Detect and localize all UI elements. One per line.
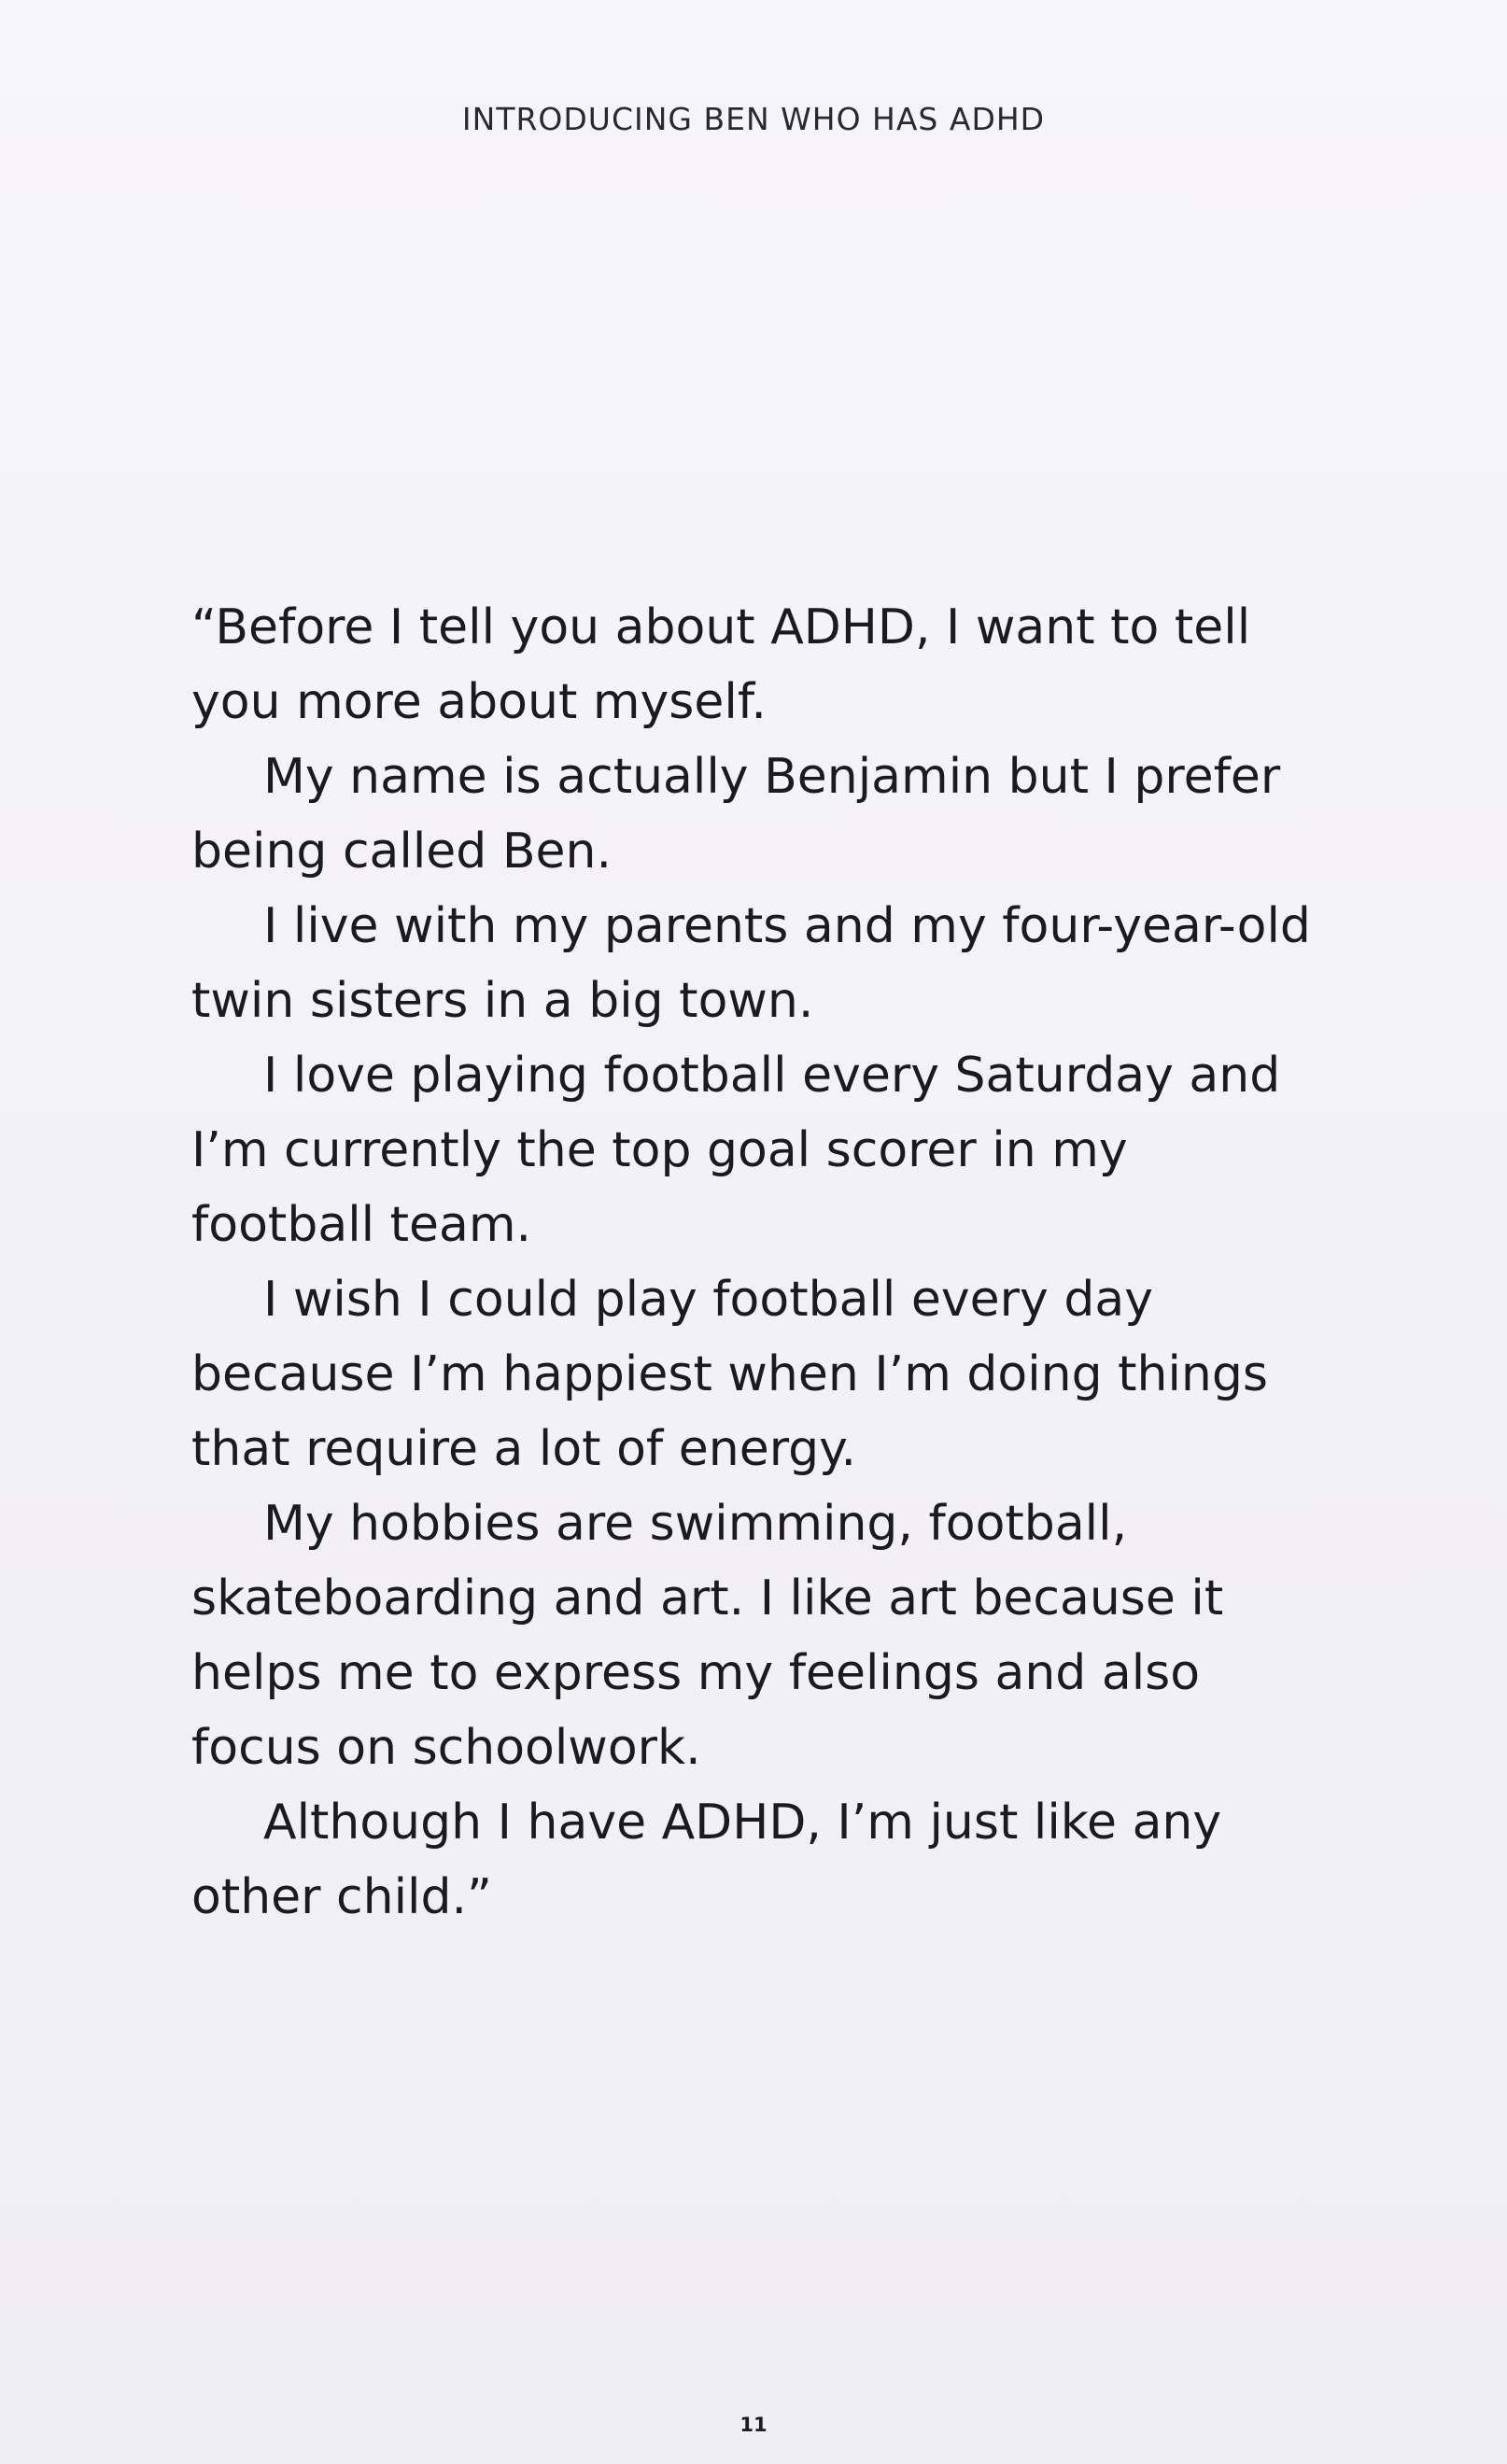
- running-head: INTRODUCING BEN WHO HAS ADHD: [461, 101, 1046, 137]
- paragraph-intro: “Before I tell you about ADHD, I want to tell you more about myself.: [191, 599, 1251, 730]
- paragraph-football: I love playing football every Saturday and I’m currently the top goal scorer in my football team.: [191, 1048, 1281, 1253]
- paragraph-family: I live with my parents and my four-year-old twin sisters in a big town.: [191, 898, 1311, 1029]
- paragraph-hobbies: My hobbies are swimming, football, skateboarding and art. I like art because it helps me to express my feelings and also focus on schoolwork.: [191, 1496, 1224, 1776]
- body-text: [191, 590, 1312, 1935]
- page-number: 11: [739, 2414, 768, 2436]
- paragraph-energy: I wish I could play football every day because I’m happiest when I’m doing things that require a lot of energy.: [191, 1272, 1268, 1477]
- paragraph-name: My name is actually Benjamin but I prefer being called Ben.: [191, 749, 1281, 880]
- paragraph-closing: Although I have ADHD, I’m just like any other child.”: [191, 1795, 1222, 1925]
